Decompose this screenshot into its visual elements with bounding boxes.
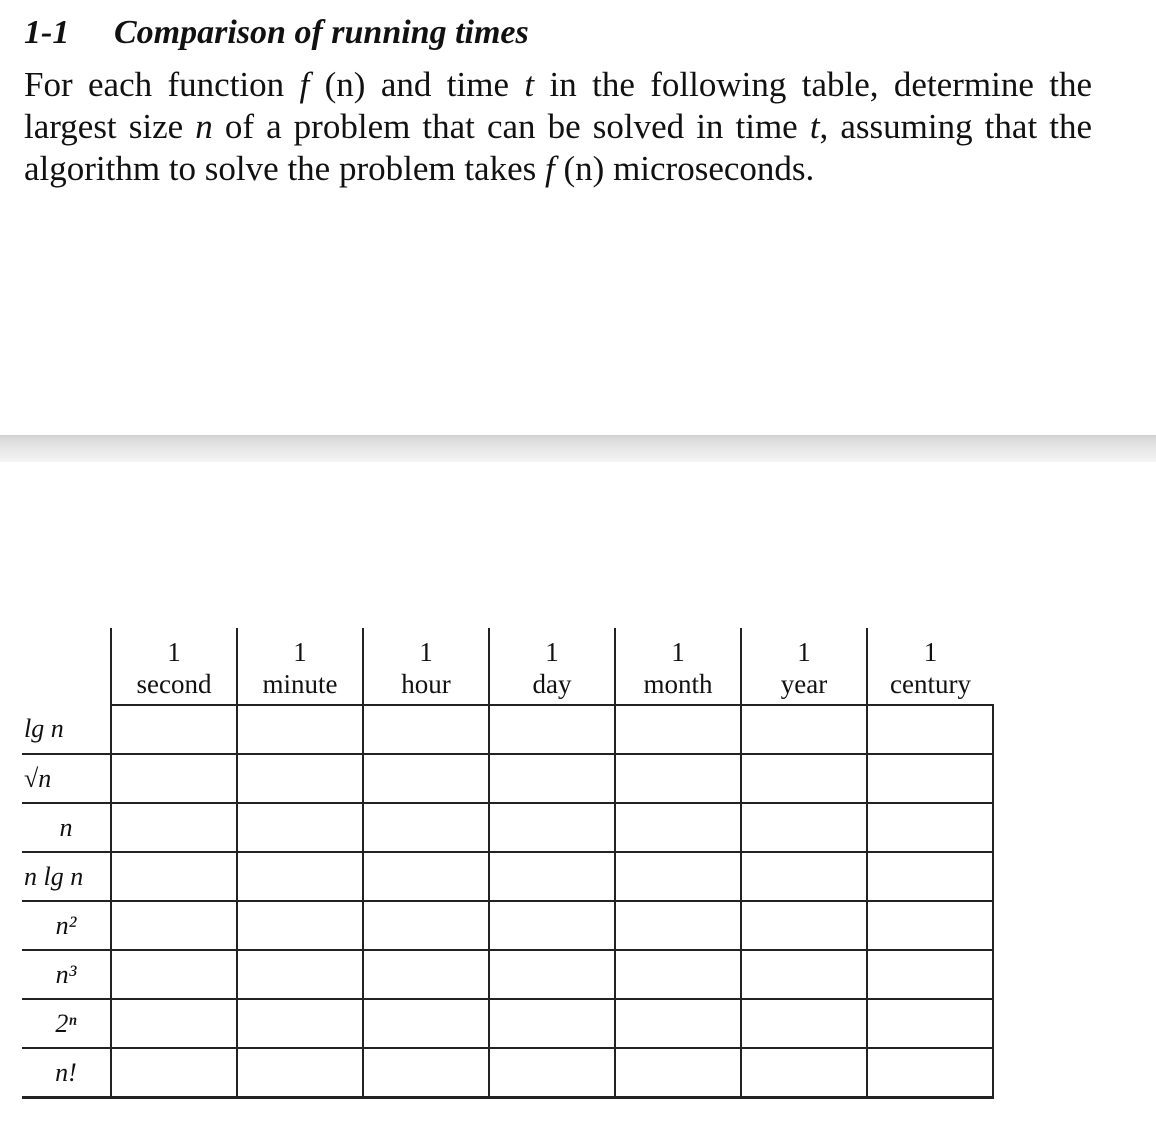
row-label: n xyxy=(22,803,111,852)
running-times-table-container xyxy=(22,628,994,1099)
statement-math: (n) xyxy=(324,65,366,104)
table-cell xyxy=(615,950,741,999)
row-label: √n xyxy=(22,754,111,803)
table-row xyxy=(22,901,993,950)
column-unit: hour xyxy=(401,669,451,699)
table-cell xyxy=(867,1048,993,1098)
column-unit: second xyxy=(136,669,212,699)
table-cell xyxy=(741,754,867,803)
table-cell xyxy=(489,901,615,950)
column-count: 1 xyxy=(923,637,938,667)
column-unit: year xyxy=(780,669,828,699)
table-cell xyxy=(615,705,741,754)
table-cell xyxy=(237,901,363,950)
column-header-century xyxy=(867,628,993,705)
table-cell xyxy=(489,705,615,754)
table-cell xyxy=(363,852,489,901)
table-row xyxy=(22,1048,993,1098)
table-cell xyxy=(111,901,237,950)
table-cell xyxy=(237,950,363,999)
table-row xyxy=(22,754,993,803)
table-cell xyxy=(615,803,741,852)
table-cell xyxy=(363,950,489,999)
table-cell xyxy=(237,754,363,803)
column-count: 1 xyxy=(167,637,181,667)
table-cell xyxy=(489,999,615,1048)
column-header-minute xyxy=(237,628,363,705)
problem-heading xyxy=(24,14,529,52)
statement-text: and time xyxy=(365,65,525,104)
table-cell xyxy=(111,803,237,852)
table-cell xyxy=(615,901,741,950)
table-cell xyxy=(741,950,867,999)
table-cell xyxy=(615,1048,741,1098)
table-cell xyxy=(489,754,615,803)
statement-math: n xyxy=(195,107,213,146)
column-count: 1 xyxy=(293,637,307,667)
table-cell xyxy=(741,999,867,1048)
table-cell xyxy=(867,950,993,999)
table-row xyxy=(22,705,993,754)
table-cell xyxy=(867,901,993,950)
statement-math: t xyxy=(524,65,535,104)
table-cell xyxy=(741,705,867,754)
table-cell xyxy=(867,999,993,1048)
table-cell xyxy=(111,705,237,754)
row-label: 2ⁿ xyxy=(22,999,111,1048)
table-row xyxy=(22,950,993,999)
table-cell xyxy=(741,901,867,950)
table-cell xyxy=(111,1048,237,1098)
problem-statement xyxy=(24,64,1092,190)
statement-text: microseconds. xyxy=(604,149,815,188)
statement-math: f xyxy=(299,65,310,104)
problem-title: Comparison of running times xyxy=(114,14,529,51)
row-label: n² xyxy=(22,901,111,950)
column-count: 1 xyxy=(545,637,559,667)
column-header-month xyxy=(615,628,741,705)
table-cell xyxy=(489,1048,615,1098)
column-count: 1 xyxy=(671,637,685,667)
statement-math: t xyxy=(809,107,820,146)
table-cell xyxy=(363,901,489,950)
statement-text: For each function xyxy=(24,65,300,104)
statement-math: f xyxy=(545,149,555,188)
table-cell xyxy=(867,705,993,754)
table-cell xyxy=(741,1048,867,1098)
column-unit: century xyxy=(890,669,971,699)
row-label: n lg n xyxy=(22,852,111,901)
column-unit: month xyxy=(643,669,713,699)
running-times-table xyxy=(22,628,994,1099)
table-cell xyxy=(111,754,237,803)
table-header-row xyxy=(22,628,993,705)
column-unit: minute xyxy=(262,669,338,699)
problem-number: 1-1 xyxy=(24,14,70,51)
table-cell xyxy=(489,803,615,852)
column-header-day xyxy=(489,628,615,705)
table-cell xyxy=(867,803,993,852)
column-header-second xyxy=(111,628,237,705)
table-row xyxy=(22,852,993,901)
table-row xyxy=(22,999,993,1048)
table-cell xyxy=(111,999,237,1048)
row-label: lg n xyxy=(22,705,111,754)
column-count: 1 xyxy=(797,637,811,667)
header-corner xyxy=(22,628,111,705)
statement-math: (n) xyxy=(563,149,605,188)
statement-text: in the following table, determine the largest size xyxy=(24,65,1092,146)
row-label: n! xyxy=(22,1048,111,1098)
table-cell xyxy=(867,852,993,901)
table-cell xyxy=(363,1048,489,1098)
column-header-year xyxy=(741,628,867,705)
table-cell xyxy=(111,950,237,999)
column-count: 1 xyxy=(419,637,433,667)
column-header-hour xyxy=(363,628,489,705)
table-cell xyxy=(363,803,489,852)
table-cell xyxy=(867,754,993,803)
table-cell xyxy=(237,852,363,901)
column-unit: day xyxy=(532,669,572,699)
table-cell xyxy=(237,1048,363,1098)
table-cell xyxy=(363,999,489,1048)
table-cell xyxy=(741,852,867,901)
table-cell xyxy=(111,852,237,901)
section-divider xyxy=(0,435,1156,462)
table-cell xyxy=(237,803,363,852)
statement-text: , assuming that the algorithm to solve the problem takes xyxy=(24,107,1093,188)
table-body xyxy=(22,705,993,1098)
table-cell xyxy=(489,950,615,999)
row-label: n³ xyxy=(22,950,111,999)
table-cell xyxy=(363,705,489,754)
table-cell xyxy=(615,754,741,803)
statement-text: of a problem that can be solved in time xyxy=(212,107,810,146)
table-cell xyxy=(237,999,363,1048)
table-cell xyxy=(363,754,489,803)
table-cell xyxy=(237,705,363,754)
table-row xyxy=(22,803,993,852)
table-cell xyxy=(741,803,867,852)
table-cell xyxy=(615,999,741,1048)
table-cell xyxy=(615,852,741,901)
table-cell xyxy=(489,852,615,901)
